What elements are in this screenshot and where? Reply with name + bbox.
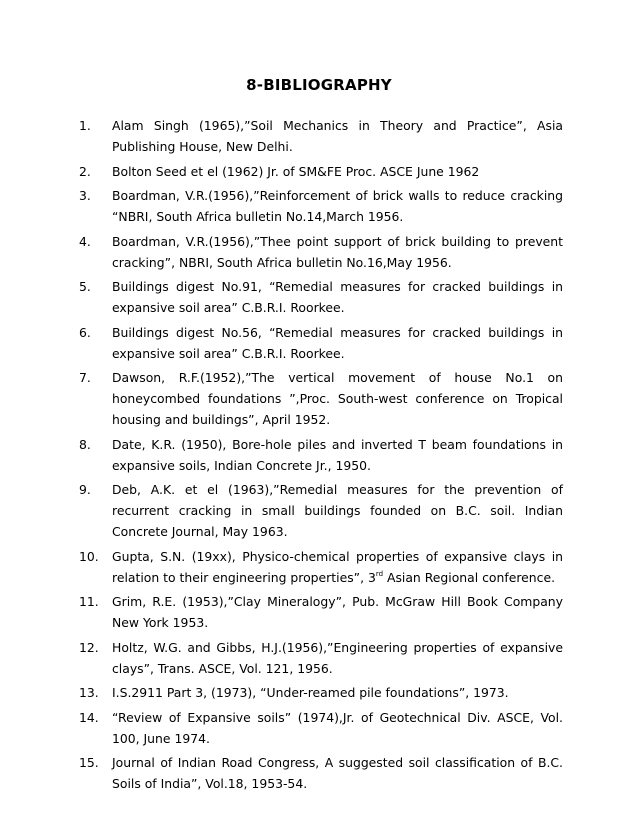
entry-number: 10.	[79, 548, 99, 564]
list-item	[79, 231, 563, 273]
entry-text: I.S.2911 Part 3, (1973), “Under-reamed pile foundations”, 1973.	[112, 685, 509, 700]
entry-text: Alam Singh (1965),”Soil Mechanics in Theory and Practice”, Asia Publishing House, New Delhi.	[112, 118, 563, 154]
list-item	[79, 682, 563, 703]
entry-number: 7.	[79, 370, 91, 385]
list-item	[79, 367, 563, 430]
list-item	[79, 591, 563, 633]
list-item	[79, 322, 563, 364]
list-item	[79, 115, 563, 157]
entry-number: 8.	[79, 436, 91, 452]
entry-text: Journal of Indian Road Congress, A suggested soil classification of B.C. Soils of India”, Vol.18, 1953-54.	[112, 755, 563, 791]
entry-text: Buildings digest No.91, “Remedial measures for cracked buildings in expansive soil area” C.B.R.I. Roorkee.	[112, 279, 563, 315]
entry-text-tail: Asian Regional conference.	[383, 569, 556, 585]
list-item	[79, 479, 563, 542]
entry-number: 15.	[79, 755, 99, 770]
entry-number: 14.	[79, 709, 99, 725]
entry-number: 11.	[79, 594, 99, 609]
entry-number: 9.	[79, 482, 91, 497]
entry-number: 4.	[79, 233, 91, 249]
entry-text: Boardman, V.R.(1956),”Thee point support of brick building to prevent cracking”, NBRI, South Africa bulletin No.16,May 1956.	[112, 233, 563, 270]
entry-text: Boardman, V.R.(1956),”Reinforcement of brick walls to reduce cracking “NBRI, South Africa bulletin No.14,March 1956.	[112, 188, 563, 224]
entry-text: Bolton Seed et el (1962) Jr. of SM&FE Proc. ASCE June 1962	[112, 163, 480, 179]
list-item	[79, 546, 563, 588]
entry-number: 1.	[79, 118, 91, 133]
entry-text: Holtz, W.G. and Gibbs, H.J.(1956),”Engineering properties of expansive clays”, Trans. ASCE, Vol. 121, 1956.	[112, 639, 563, 676]
entry-number: 3.	[79, 188, 91, 203]
entry-text: “Review of Expansive soils” (1974),Jr. of Geotechnical Div. ASCE, Vol. 100, June 1974.	[112, 709, 563, 746]
entry-text: Grim, R.E. (1953),”Clay Mineralogy”, Pub. McGraw Hill Book Company New York 1953.	[112, 594, 563, 630]
list-item	[79, 752, 563, 794]
entry-text-main: Gupta, S.N. (19xx), Physico-chemical properties of expansive clays in relation to their engineering properties”, 3	[112, 548, 563, 585]
entry-number: 13.	[79, 685, 99, 700]
list-item	[79, 707, 563, 749]
list-item	[79, 161, 563, 182]
ordinal-superscript: rd	[375, 569, 384, 578]
list-item	[79, 637, 563, 679]
entry-text: Date, K.R. (1950), Bore-hole piles and inverted T beam foundations in expansive soils, Indian Concrete Jr., 1950.	[112, 436, 563, 473]
entry-text	[112, 546, 563, 588]
entry-text: Deb, A.K. et el (1963),”Remedial measures for the prevention of recurrent cracking in small buildings founded on B.C. soil. Indian Concrete Journal, May 1963.	[112, 482, 563, 539]
list-item	[79, 434, 563, 476]
entry-number: 12.	[79, 639, 99, 655]
list-item	[79, 276, 563, 318]
page-title: 8-BIBLIOGRAPHY	[246, 76, 392, 94]
list-item	[79, 185, 563, 227]
entry-text: Dawson, R.F.(1952),”The vertical movement of house No.1 on honeycombed foundations ”,Proc. South-west conference on Tropical housing and buildings”, April 1952.	[112, 370, 563, 427]
entry-number: 5.	[79, 279, 91, 294]
entry-number: 6.	[79, 324, 91, 340]
bibliography-list	[79, 115, 563, 798]
entry-number: 2.	[79, 163, 91, 179]
entry-text: Buildings digest No.56, “Remedial measures for cracked buildings in expansive soil area” C.B.R.I. Roorkee.	[112, 324, 563, 361]
